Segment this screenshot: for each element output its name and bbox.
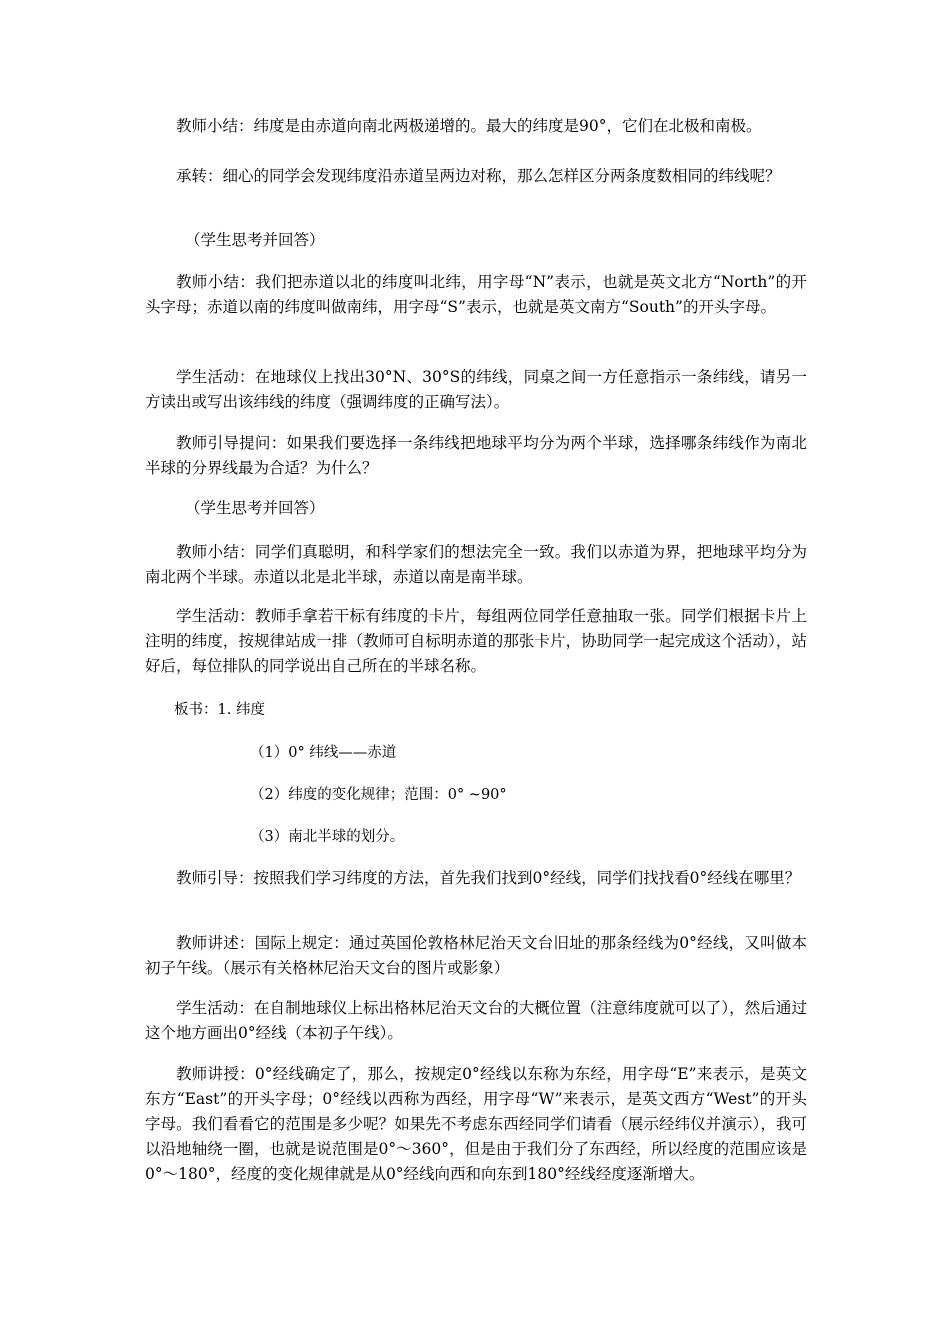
teacher-summary-paragraph: 教师小结：纬度是由赤道向南北两极递增的。最大的纬度是90°，它们在北极和南极。 — [176, 117, 762, 135]
student-thinking-paragraph-2: （学生思考并回答） — [185, 499, 325, 517]
student-activity-cards-paragraph: 学生活动：教师手拿若干标有纬度的卡片，每组两位同学任意抽取一张。同学们根据卡片上注明的纬度，按规律站成一排（教师可自标明赤道的那张卡片，协助同学一起完成这个活动），站好后，每位排队的同学说出自己所在的半球名称。 — [145, 607, 807, 675]
teacher-summary-hemisphere-paragraph: 教师小结：同学们真聪明，和科学家们的想法完全一致。我们以赤道为界，把地球平均分为南北两个半球。赤道以北是北半球，赤道以南是南半球。 — [145, 543, 807, 586]
board-item-1: （1）0° 纬线——赤道 — [250, 745, 397, 761]
teacher-guide-meridian-paragraph: 教师引导：按照我们学习纬度的方法，首先我们找到0°经线，同学们找找看0°经线在哪里？ — [176, 869, 801, 887]
teacher-summary-north-south-paragraph: 教师小结：我们把赤道以北的纬度叫北纬，用字母“N”表示，也就是英文北方“North”的开头字母；赤道以南的纬度叫做南纬，用字母“S”表示，也就是英文南方“South”的开头字母。 — [145, 273, 807, 316]
board-item-3: （3）南北半球的划分。 — [250, 829, 405, 845]
board-title: 板书：1. 纬度 — [174, 702, 265, 718]
teacher-explain-greenwich-paragraph: 教师讲述：国际上规定：通过英国伦敦格林尼治天文台旧址的那条经线为0°经线，又叫做本初子午线。（展示有关格林尼治天文台的图片或影象） — [145, 934, 807, 977]
teacher-question-paragraph: 教师引导提问：如果我们要选择一条纬线把地球平均分为两个半球，选择哪条纬线作为南北半球的分界线最为合适？为什么？ — [145, 434, 807, 477]
student-activity-meridian-paragraph: 学生活动：在自制地球仪上标出格林尼治天文台的大概位置（注意纬度就可以了），然后通过这个地方画出0°经线（本初子午线）。 — [145, 999, 807, 1042]
transition-paragraph: 承转：细心的同学会发现纬度沿赤道呈两边对称，那么怎样区分两条度数相同的纬线呢？ — [176, 167, 781, 185]
teacher-lecture-longitude-paragraph: 教师讲授：0°经线确定了，那么，按规定0°经线以东称为东经，用字母“E”来表示，是英文东方“East”的开头字母；0°经线以西称为西经，用字母“W”来表示，是英文西方“West”的开头字母。我们看看它的范围是多少呢？如果先不考虑东西经同学们请看（展示经纬仪并演示），我可以沿地轴绕一圈，也就是说范围是0°～360°，但是由于我们分了东西经，所以经度的范围应该是0°～180°，经度的变化规律就是从0°经线向西和向东到180°经线经度逐渐增大。 — [145, 1065, 807, 1183]
board-item-2: （2）纬度的变化规律；范围：0° ~90° — [250, 787, 507, 803]
student-activity-globe-paragraph: 学生活动：在地球仪上找出30°N、30°S的纬线，同桌之间一方任意指示一条纬线，请另一方读出或写出该纬线的纬度（强调纬度的正确写法）。 — [145, 368, 807, 411]
student-thinking-paragraph: （学生思考并回答） — [185, 231, 325, 249]
